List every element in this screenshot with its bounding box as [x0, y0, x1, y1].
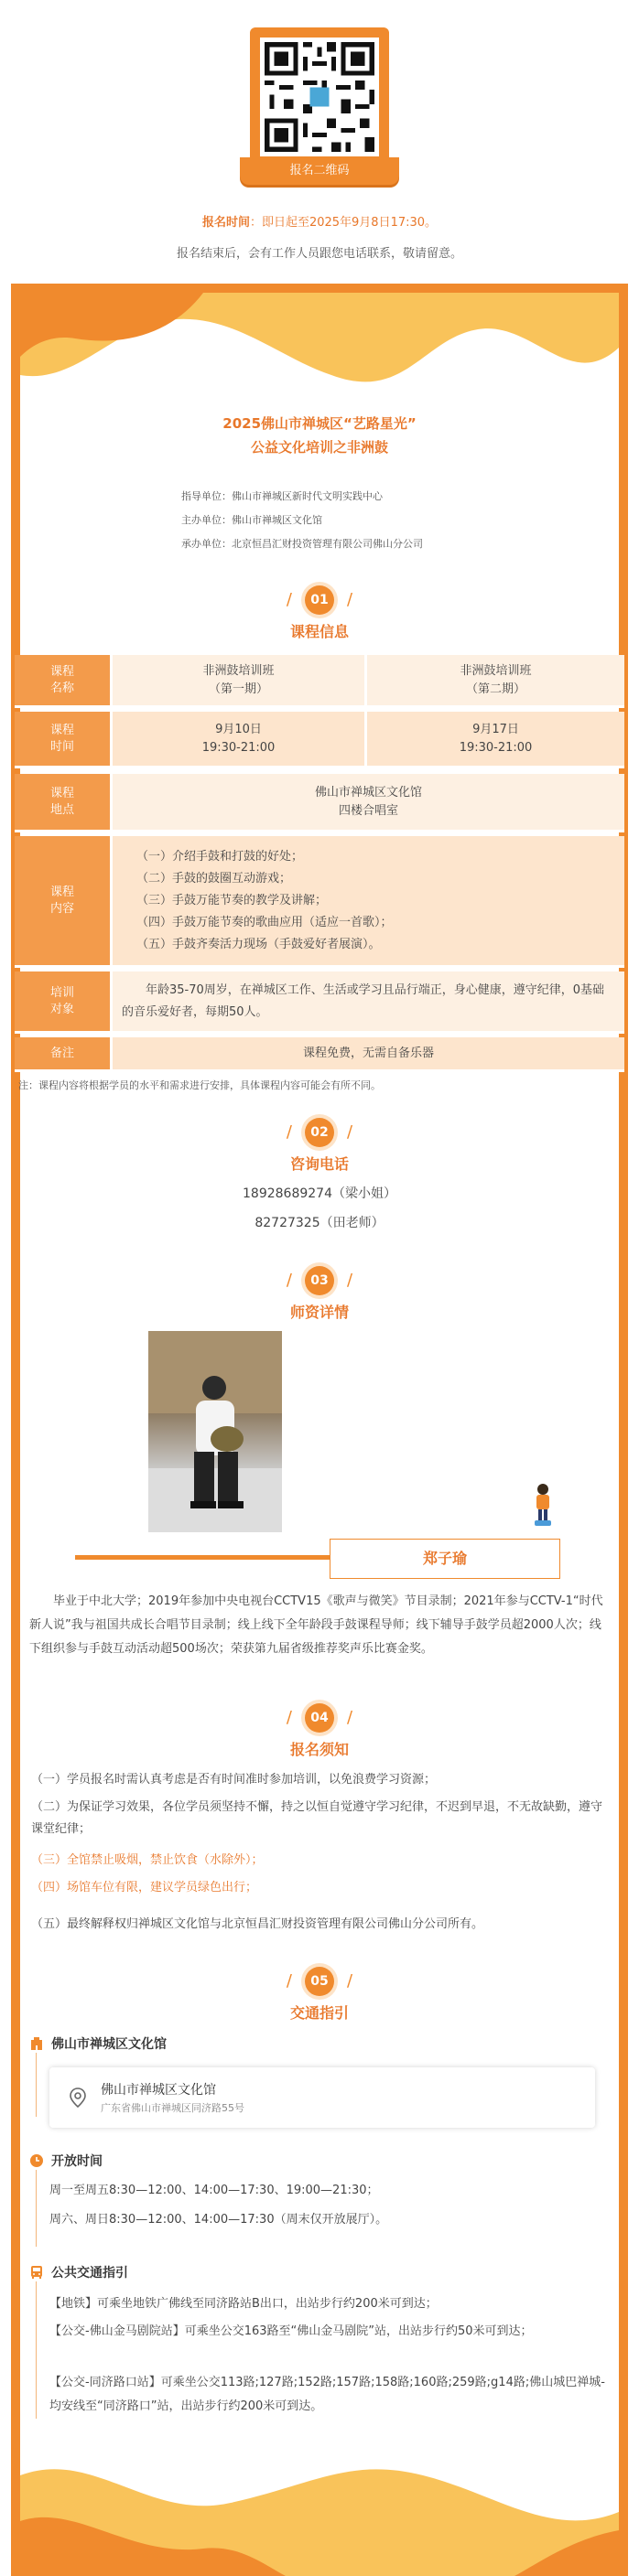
- section-number: 05: [305, 1967, 334, 1996]
- row-label: 课程 内容: [15, 836, 110, 968]
- notice-item: （二）为保证学习效果，各位学员须坚持不懈，持之以恒自觉遵守学习纪律，不迟到早退，不无故缺勤，遵守课堂纪律；: [31, 1800, 603, 1836]
- row-label: 课程 时间: [15, 712, 110, 768]
- org-host: 主办单位：佛山市禅城区文化馆: [181, 514, 322, 526]
- notice-item: （三）全馆禁止吸烟，禁止饮食（水除外）；: [31, 1853, 264, 1867]
- table-row-time: [15, 712, 624, 768]
- qr-code-icon[interactable]: [260, 38, 379, 156]
- address-card[interactable]: [49, 2067, 595, 2128]
- venue-header: [29, 2034, 167, 2053]
- row-label: 备注: [15, 1037, 110, 1072]
- deadline-value: ：即日起至2025年9月8日17:30。: [249, 216, 438, 230]
- transit-line: 【公交-同济路口站】可乘坐公交113路;127路;152路;157路;158路;160路;259路;g14路;佛山城巴禅城-均安线至“同济路口”站，出站步行约200米可到达。: [49, 2376, 605, 2413]
- location-pin-icon: [70, 2088, 86, 2108]
- timeline-line: [36, 2281, 37, 2419]
- table-row-remark: [15, 1037, 624, 1072]
- section-number: 03: [305, 1266, 334, 1295]
- table-row-name: [15, 655, 624, 708]
- hours-line: 周六、周日8:30—12:00、14:00—17:30（周末仅开放展厅）。: [49, 2213, 388, 2227]
- content-item: （二）手鼓的鼓圈互动游戏；: [136, 871, 292, 886]
- notice-item: （五）最终解释权归禅城区文化馆与北京恒昌汇财投资管理有限公司佛山分公司所有。: [31, 1917, 484, 1931]
- section-05-header: / 05 / 交通指引: [0, 1967, 639, 2023]
- course-name-2: 非洲鼓培训班 （第二期）: [364, 655, 624, 708]
- registration-deadline: [0, 212, 639, 230]
- section-number: 04: [305, 1703, 334, 1733]
- transit-header: [29, 2263, 128, 2281]
- table-row-content: [15, 836, 624, 968]
- timeline-line: [36, 2053, 37, 2117]
- after-registration-note: 报名结束后，会有工作人员跟您电话联系，敬请留意。: [176, 247, 462, 261]
- teacher-bio: 毕业于中北大学；2019年参加中央电视台CCTV15《歌声与微笑》节目录制；2021年参与CCTV-1“时代新人说”我与祖国共成长合唱节目录制；线上线下全年龄段手鼓课程导师；线下辅导手鼓学员超2000人次；线下组织参与手鼓互动活动超500场次；荣获第九届省级推荐奖声乐比赛金奖。: [29, 1594, 603, 1656]
- section-title: 咨询电话: [289, 1155, 349, 1173]
- section-number: 01: [305, 585, 334, 615]
- section-03-header: / 03 / 师资详情: [0, 1266, 639, 1322]
- hours-line: 周一至周五8:30—12:00、14:00—17:30、19:00—21:30；: [49, 2184, 379, 2197]
- teacher-name: 郑子瑜: [330, 1539, 560, 1579]
- section-number: 02: [305, 1118, 334, 1147]
- content-item: （四）手鼓万能节奏的歌曲应用（适应一首歌）；: [136, 915, 393, 929]
- table-row-target: [15, 971, 624, 1034]
- row-label: 课程 地点: [15, 774, 110, 832]
- content-item: （一）介绍手鼓和打鼓的好处；: [136, 849, 304, 864]
- hours-header-text: 开放时间: [51, 2154, 103, 2169]
- course-name-1: 非洲鼓培训班 （第一期）: [110, 655, 364, 708]
- section-01-header: / 01 / 课程信息: [0, 585, 639, 641]
- bottom-wave-decoration: [20, 2439, 619, 2576]
- hours-header: [29, 2152, 103, 2170]
- transit-line: 【公交-佛山金马剧院站】可乘坐公交163路至“佛山金马剧院”站，出站步行约50米可到达；: [49, 2324, 533, 2338]
- venue-name: 佛山市禅城区文化馆: [101, 2083, 216, 2098]
- row-label: 培训 对象: [15, 971, 110, 1034]
- transit-header-text: 公共交通指引: [51, 2266, 128, 2281]
- clock-icon: [29, 2153, 44, 2168]
- content-item: （三）手鼓万能节奏的教学及讲解；: [136, 893, 328, 907]
- phone-2[interactable]: 82727325（田老师）: [255, 1216, 384, 1230]
- event-title-line2: 公益文化培训之非洲鼓: [250, 439, 388, 456]
- course-time-2: 9月17日 19:30-21:00: [364, 712, 624, 768]
- org-organizer: 承办单位：北京恒昌汇财投资管理有限公司佛山分公司: [181, 538, 423, 550]
- qr-code-frame: [250, 27, 389, 166]
- section-title: 课程信息: [289, 623, 349, 640]
- phone-1[interactable]: 18928689274（梁小姐）: [243, 1186, 396, 1201]
- teacher-name-bar: [75, 1555, 331, 1560]
- section-02-header: / 02 / 咨询电话: [0, 1118, 639, 1174]
- table-footnote: 注：课程内容将根据学员的水平和需求进行安排，具体课程内容可能会有所不同。: [18, 1079, 381, 1091]
- course-time-1: 9月10日 19:30-21:00: [110, 712, 364, 768]
- bus-icon: [29, 2265, 44, 2280]
- deadline-key: 报名时间: [201, 216, 250, 230]
- content-item: （五）手鼓齐奏活力现场（手鼓爱好者展演）。: [136, 937, 381, 951]
- org-guide: 指导单位：佛山市禅城区新时代文明实践中心: [181, 490, 383, 502]
- venue-address: 广东省佛山市禅城区同济路55号: [101, 2102, 244, 2114]
- decorative-figure-icon: [531, 1482, 555, 1530]
- qr-code-label: 报名二维码: [240, 157, 399, 185]
- row-label: 课程 名称: [15, 655, 110, 708]
- notice-item: （一）学员报名时需认真考虑是否有时间准时参加培训，以免浪费学习资源；: [31, 1773, 437, 1787]
- course-place: 佛山市禅城区文化馆 四楼合唱室: [110, 774, 624, 832]
- section-04-header: / 04 / 报名须知: [0, 1703, 639, 1759]
- table-row-place: [15, 774, 624, 832]
- notice-item: （四）场馆车位有限，建议学员绿色出行；: [31, 1881, 258, 1894]
- course-target: 年龄35-70周岁，在禅城区工作、生活或学习且品行端正，身心健康，遵守纪律，0基础的音乐爱好者，每期50人。: [110, 971, 624, 1034]
- building-icon: [29, 2036, 44, 2051]
- section-title: 师资详情: [289, 1304, 349, 1321]
- section-title: 报名须知: [289, 1741, 349, 1758]
- course-remark: 课程免费，无需自备乐器: [110, 1037, 624, 1072]
- section-title: 交通指引: [289, 2004, 349, 2022]
- event-title-line1: 2025佛山市禅城区“艺路星光”: [222, 415, 417, 432]
- transit-line: 【地铁】可乘坐地铁广佛线至同济路站B出口，出站步行约200米可到达；: [49, 2297, 438, 2311]
- course-content: [110, 836, 624, 968]
- top-wave-decoration: [20, 293, 619, 402]
- venue-header-text: 佛山市禅城区文化馆: [51, 2037, 167, 2052]
- timeline-line: [36, 2170, 37, 2247]
- teacher-photo: [148, 1331, 282, 1532]
